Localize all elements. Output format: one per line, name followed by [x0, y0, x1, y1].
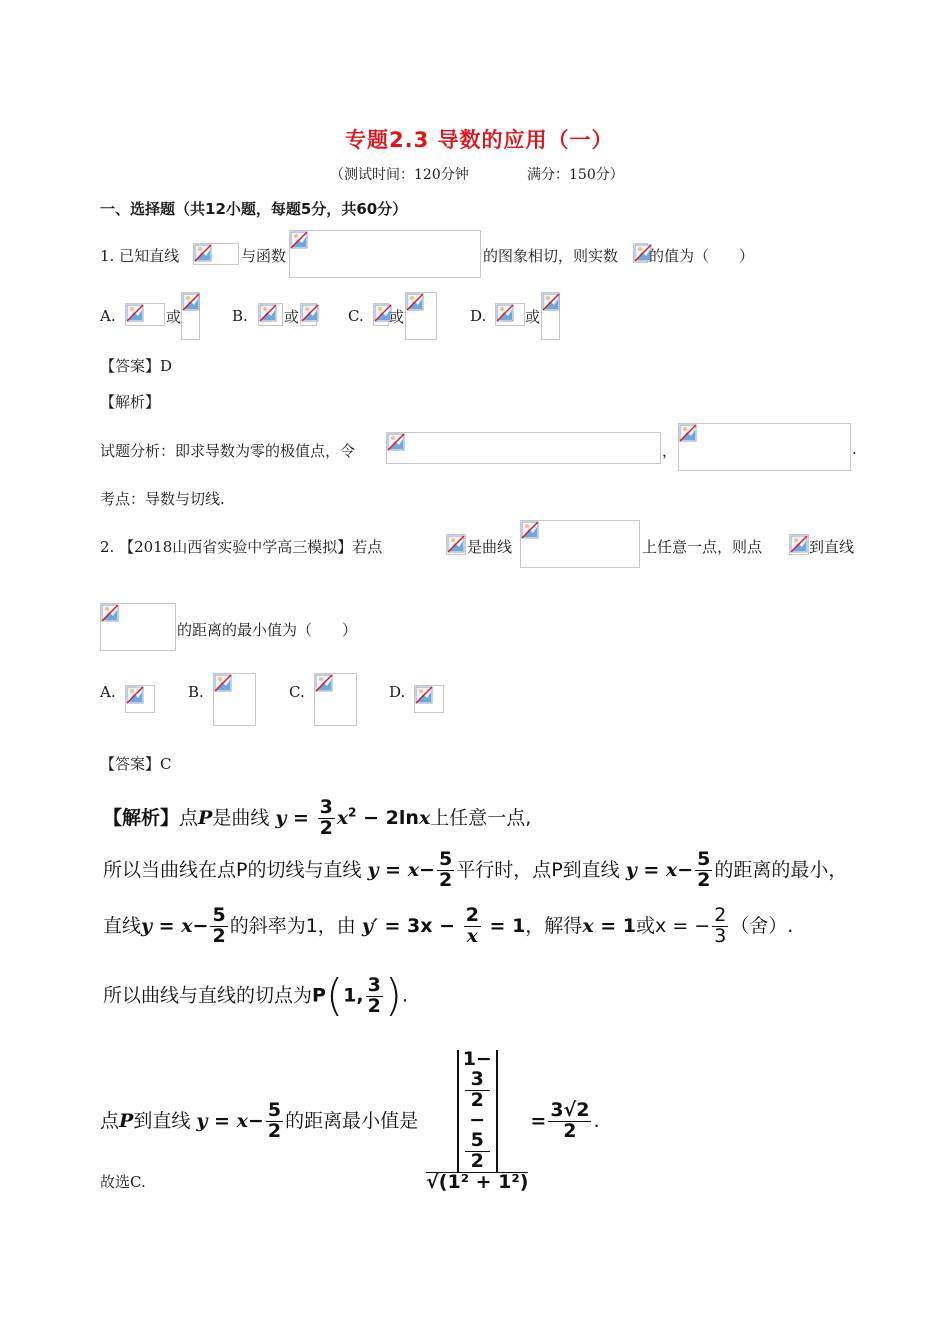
q1-or-c: 或	[389, 308, 405, 326]
broken-image-icon	[633, 243, 648, 263]
q2-answer: 【答案】C	[100, 755, 172, 773]
section-heading: 一、选择题（共12小题，每题5分，共60分）	[100, 200, 408, 218]
q2-final: 故选C.	[100, 1173, 146, 1191]
broken-image-icon	[405, 292, 437, 340]
broken-image-icon	[495, 303, 525, 326]
broken-image-icon	[213, 673, 256, 726]
q2-solution-line-3: 直线y = x− $\frac{5}{2}$ 的斜率为1，由 y′ = 3x − $\frac{2}{x}$ = 1，解得x = 1或x = − $\frac{2}{3}$ （舍）.	[103, 904, 794, 947]
q1-analysis-text: 试题分析：即求导数为零的极值点，令	[100, 442, 356, 460]
page-title: 专题2.3 导数的应用（一）	[345, 128, 614, 152]
broken-image-icon	[314, 673, 357, 726]
total-score: 满分：150分）	[527, 167, 624, 183]
broken-image-icon	[678, 423, 851, 471]
q1-stem-part-c: 的图象相切，则实数	[483, 247, 619, 265]
broken-image-icon	[125, 303, 165, 326]
solution-text: 上任意一点,	[430, 806, 532, 829]
broken-image-icon	[193, 243, 239, 265]
broken-image-icon	[125, 685, 155, 713]
solution-text: 是曲线	[212, 806, 270, 829]
q1-answer: 【答案】D	[100, 357, 173, 375]
q1-analysis-comma: ，	[662, 442, 678, 460]
broken-image-icon	[181, 292, 200, 340]
broken-image-icon	[289, 230, 481, 278]
q1-or-d: 或	[525, 308, 541, 326]
broken-image-icon	[414, 685, 444, 713]
broken-image-icon	[446, 534, 466, 555]
solution-text: 点	[179, 806, 199, 829]
q2-option-a-label: A.	[100, 683, 116, 701]
broken-image-icon	[386, 432, 661, 464]
q2-stem-part-a: 2. 【2018山西省实验中学高三模拟】若点	[100, 538, 383, 556]
q1-kaodian: 考点：导数与切线.	[100, 490, 225, 508]
solution-text: 的距离的最小，	[714, 858, 848, 881]
q1-stem-part-d: 的值为（ ）	[649, 247, 755, 265]
q2-option-b-label: B.	[188, 683, 204, 701]
broken-image-icon	[520, 520, 640, 568]
q1-option-b-label: B.	[232, 307, 248, 325]
solution-text: 所以曲线与直线的切点为	[103, 984, 313, 1007]
solution-text: 直线	[103, 914, 142, 937]
q1-stem-part-b: 与函数	[241, 247, 287, 265]
q2-solution-line-5: 点P到直线 y = x− $\frac{5}{2}$ 的距离最小值是 1− 3 2 − 5 2 √(1² + 1²) = $\frac{3√2}{2}$ .	[100, 1048, 600, 1193]
q1-stem-part-a: 1. 已知直线	[100, 247, 180, 265]
solution-text: 平行时，点P到直线	[456, 858, 620, 881]
q2-stem-part-b: 是曲线	[467, 538, 513, 556]
solution-text: （舍）.	[730, 914, 794, 937]
solution-text: 点	[100, 1109, 120, 1132]
broken-image-icon	[100, 603, 176, 651]
q1-or-a: 或	[166, 308, 182, 326]
broken-image-icon	[541, 292, 560, 340]
broken-image-icon	[789, 534, 809, 555]
q2-solution-line-1: 【解析】点P是曲线 y = $\frac{3}{2}$ $x^2 - 2\ln x$上任意一点,	[103, 796, 532, 839]
solution-label: 【解析】	[103, 806, 180, 829]
solution-text: 的距离最小值是	[285, 1109, 419, 1132]
q2-solution-line-2: 所以当曲线在点P的切线与直线 y = x− $\frac{5}{2}$ 平行时，点P到直线 y = x− $\frac{5}{2}$ 的距离的最小，	[103, 848, 848, 891]
broken-image-icon	[373, 303, 389, 326]
q1-or-b: 或	[284, 308, 300, 326]
q1-analysis-label: 【解析】	[100, 393, 161, 411]
solution-text: 所以当曲线在点P的切线与直线	[103, 858, 362, 881]
q1-analysis-period: .	[852, 440, 857, 458]
q2-stem-part-c: 上任意一点，则点	[642, 538, 763, 556]
solution-text: 或	[636, 914, 656, 937]
q1-option-c-label: C.	[348, 307, 364, 325]
q2-option-c-label: C.	[289, 683, 305, 701]
point-p: P	[198, 806, 213, 829]
q1-option-a-label: A.	[100, 307, 116, 325]
q2-stem-part-d: 到直线	[809, 538, 855, 556]
broken-image-icon	[300, 303, 317, 326]
q2-stem-part-e: 的距离的最小值为（ ）	[177, 621, 358, 639]
solution-text: 到直线	[133, 1109, 191, 1132]
q2-option-d-label: D.	[389, 683, 406, 701]
solution-text: 的斜率为1，由	[229, 914, 356, 937]
q2-solution-line-4: 所以曲线与直线的切点为P(1, $\frac{3}{2}$ ).	[103, 970, 409, 1021]
test-time: （测试时间：120分钟	[330, 167, 469, 183]
solution-text: ，解得	[525, 914, 583, 937]
q1-option-d-label: D.	[470, 307, 487, 325]
broken-image-icon	[258, 303, 283, 326]
